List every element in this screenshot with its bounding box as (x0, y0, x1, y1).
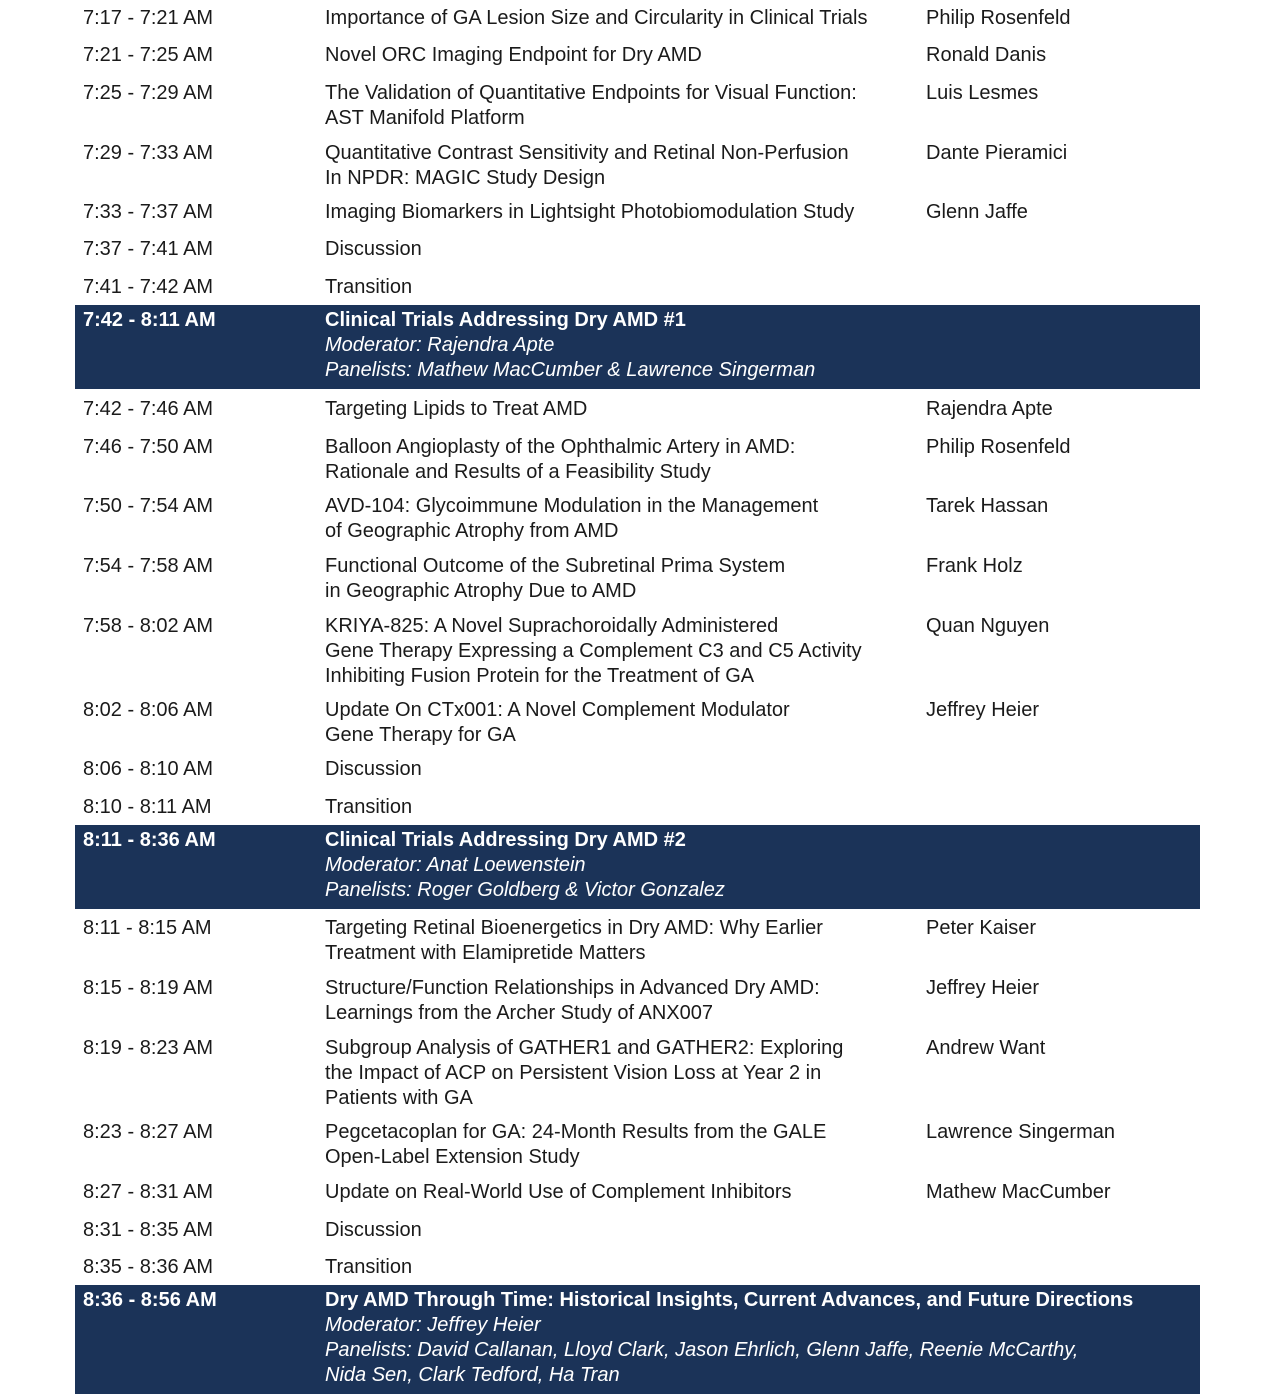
talk-title (325, 1120, 915, 1170)
talk-title-line: Gene Therapy Expressing a Complement C3 and C5 Activity (325, 640, 862, 662)
talk-title-line: Transition (325, 1256, 413, 1278)
agenda-row (75, 394, 1200, 432)
speaker-name: Peter Kaiser (926, 917, 1037, 939)
agenda-row (75, 1177, 1200, 1215)
time-range: 7:54 - 7:58 AM (83, 555, 214, 577)
agenda-row (75, 234, 1200, 272)
session-title: Clinical Trials Addressing Dry AMD #2 (325, 829, 686, 851)
talk-title (325, 6, 915, 31)
agenda-row (75, 551, 1200, 611)
talk-title (325, 43, 915, 68)
time-range: 8:23 - 8:27 AM (83, 1121, 214, 1143)
talk-title-line: Imaging Biomarkers in Lightsight Photobiomodulation Study (325, 201, 855, 223)
talk-title-line: of Geographic Atrophy from AMD (325, 520, 619, 542)
talk-title (325, 795, 915, 820)
talk-title-line: Pegcetacoplan for GA: 24-Month Results from the GALE (325, 1121, 827, 1143)
agenda-row (75, 973, 1200, 1033)
session-moderator: Moderator: Anat Loewenstein (325, 854, 586, 876)
talk-title-line: Learnings from the Archer Study of ANX007 (325, 1002, 713, 1024)
agenda-row (75, 272, 1200, 305)
agenda-row (75, 913, 1200, 973)
agenda-row (75, 432, 1200, 491)
talk-title-line: Functional Outcome of the Subretinal Prima System (325, 555, 786, 577)
talk-title-line: the Impact of ACP on Persistent Vision Loss at Year 2 in (325, 1062, 822, 1084)
session-panelists: Panelists: David Callanan, Lloyd Clark, Jason Ehrlich, Glenn Jaffe, Reenie McCarthy, (325, 1339, 1079, 1361)
talk-title (325, 397, 915, 422)
talk-title-line: The Validation of Quantitative Endpoints for Visual Function: (325, 82, 857, 104)
talk-title (325, 757, 915, 782)
time-range: 8:36 - 8:56 AM (83, 1289, 217, 1311)
session-info (325, 828, 1195, 903)
agenda-row (75, 1215, 1200, 1252)
talk-title (325, 916, 915, 966)
time-range: 7:25 - 7:29 AM (83, 82, 214, 104)
time-range: 7:46 - 7:50 AM (83, 436, 214, 458)
time-range: 8:15 - 8:19 AM (83, 977, 214, 999)
session-panelists: Panelists: Mathew MacCumber & Lawrence Singerman (325, 359, 816, 381)
talk-title-line: Update On CTx001: A Novel Complement Modulator (325, 699, 790, 721)
agenda-row (75, 611, 1200, 695)
time-range: 7:33 - 7:37 AM (83, 201, 214, 223)
session-info (325, 1288, 1195, 1388)
talk-title (325, 1255, 915, 1280)
speaker-name: Tarek Hassan (926, 495, 1049, 517)
agenda-row (75, 695, 1200, 754)
speaker-name: Andrew Want (926, 1037, 1046, 1059)
time-range: 8:11 - 8:15 AM (83, 917, 212, 939)
time-range: 7:37 - 7:41 AM (83, 238, 214, 260)
talk-title-line: Subgroup Analysis of GATHER1 and GATHER2: Exploring (325, 1037, 844, 1059)
talk-title (325, 976, 915, 1026)
time-range: 7:29 - 7:33 AM (83, 142, 214, 164)
talk-title-line: In NPDR: MAGIC Study Design (325, 167, 606, 189)
speaker-name: Glenn Jaffe (926, 201, 1028, 223)
talk-title (325, 698, 915, 748)
talk-title-line: Transition (325, 276, 413, 298)
talk-title-line: Rationale and Results of a Feasibility Study (325, 461, 711, 483)
speaker-name: Luis Lesmes (926, 82, 1039, 104)
time-range: 8:35 - 8:36 AM (83, 1256, 214, 1278)
talk-title (325, 81, 915, 131)
talk-title-line: Treatment with Elamipretide Matters (325, 942, 646, 964)
talk-title-line: AST Manifold Platform (325, 107, 525, 129)
talk-title-line: Inhibiting Fusion Protein for the Treatment of GA (325, 665, 755, 687)
session-title: Clinical Trials Addressing Dry AMD #1 (325, 309, 686, 331)
talk-title-line: Discussion (325, 238, 422, 260)
talk-title-line: Open-Label Extension Study (325, 1146, 580, 1168)
time-range: 7:50 - 7:54 AM (83, 495, 214, 517)
time-range: 8:19 - 8:23 AM (83, 1037, 214, 1059)
time-range: 8:06 - 8:10 AM (83, 758, 214, 780)
talk-title (325, 141, 915, 191)
talk-title (325, 1180, 915, 1205)
talk-title-line: Update on Real-World Use of Complement Inhibitors (325, 1181, 792, 1203)
agenda-row (75, 78, 1200, 138)
speaker-name: Dante Pieramici (926, 142, 1068, 164)
time-range: 8:02 - 8:06 AM (83, 699, 214, 721)
agenda-row (75, 138, 1200, 197)
speaker-name: Jeffrey Heier (926, 977, 1040, 999)
talk-title-line: Balloon Angioplasty of the Ophthalmic Artery in AMD: (325, 436, 796, 458)
speaker-name: Philip Rosenfeld (926, 7, 1071, 29)
talk-title (325, 435, 915, 485)
talk-title (325, 494, 915, 544)
agenda-row (75, 40, 1200, 78)
session-panelists: Nida Sen, Clark Tedford, Ha Tran (325, 1364, 620, 1386)
talk-title (325, 200, 915, 225)
time-range: 7:58 - 8:02 AM (83, 615, 214, 637)
talk-title-line: Patients with GA (325, 1087, 473, 1109)
time-range: 8:31 - 8:35 AM (83, 1219, 214, 1241)
time-range: 7:17 - 7:21 AM (83, 7, 214, 29)
talk-title-line: in Geographic Atrophy Due to AMD (325, 580, 637, 602)
talk-title-line: Discussion (325, 758, 422, 780)
agenda-row (75, 1117, 1200, 1177)
speaker-name: Jeffrey Heier (926, 699, 1040, 721)
talk-title-line: Targeting Lipids to Treat AMD (325, 398, 588, 420)
speaker-name: Frank Holz (926, 555, 1023, 577)
time-range: 7:42 - 8:11 AM (83, 309, 216, 331)
section-header-row (75, 305, 1200, 389)
speaker-name: Mathew MacCumber (926, 1181, 1111, 1203)
session-title: Dry AMD Through Time: Historical Insights, Current Advances, and Future Directions (325, 1289, 1134, 1311)
talk-title-line: Structure/Function Relationships in Advanced Dry AMD: (325, 977, 820, 999)
talk-title (325, 275, 915, 300)
talk-title-line: Novel ORC Imaging Endpoint for Dry AMD (325, 44, 702, 66)
agenda-row (75, 792, 1200, 825)
section-header-row (75, 1285, 1200, 1394)
section-header-row (75, 825, 1200, 909)
agenda-row (75, 491, 1200, 551)
talk-title (325, 1036, 915, 1111)
agenda-row (75, 1252, 1200, 1285)
time-range: 8:10 - 8:11 AM (83, 796, 212, 818)
agenda-row (75, 1033, 1200, 1117)
speaker-name: Rajendra Apte (926, 398, 1053, 420)
talk-title (325, 554, 915, 604)
time-range: 7:21 - 7:25 AM (83, 44, 214, 66)
session-panelists: Panelists: Roger Goldberg & Victor Gonzalez (325, 879, 725, 901)
talk-title-line: Importance of GA Lesion Size and Circularity in Clinical Trials (325, 7, 868, 29)
agenda-row (75, 197, 1200, 234)
talk-title-line: Quantitative Contrast Sensitivity and Retinal Non-Perfusion (325, 142, 849, 164)
talk-title (325, 1218, 915, 1243)
speaker-name: Lawrence Singerman (926, 1121, 1115, 1143)
session-moderator: Moderator: Rajendra Apte (325, 334, 555, 356)
talk-title-line: AVD-104: Glycoimmune Modulation in the Management (325, 495, 819, 517)
talk-title (325, 237, 915, 262)
speaker-name: Philip Rosenfeld (926, 436, 1071, 458)
talk-title-line: Transition (325, 796, 413, 818)
time-range: 7:41 - 7:42 AM (83, 276, 214, 298)
speaker-name: Quan Nguyen (926, 615, 1050, 637)
speaker-name: Ronald Danis (926, 44, 1047, 66)
talk-title (325, 614, 915, 689)
time-range: 8:11 - 8:36 AM (83, 829, 216, 851)
talk-title-line: Discussion (325, 1219, 422, 1241)
time-range: 7:42 - 7:46 AM (83, 398, 214, 420)
agenda-row (75, 3, 1200, 40)
talk-title-line: Gene Therapy for GA (325, 724, 516, 746)
talk-title-line: KRIYA-825: A Novel Suprachoroidally Administered (325, 615, 779, 637)
time-range: 8:27 - 8:31 AM (83, 1181, 214, 1203)
talk-title-line: Targeting Retinal Bioenergetics in Dry AMD: Why Earlier (325, 917, 823, 939)
session-info (325, 308, 1195, 383)
agenda-row (75, 754, 1200, 792)
session-moderator: Moderator: Jeffrey Heier (325, 1314, 541, 1336)
